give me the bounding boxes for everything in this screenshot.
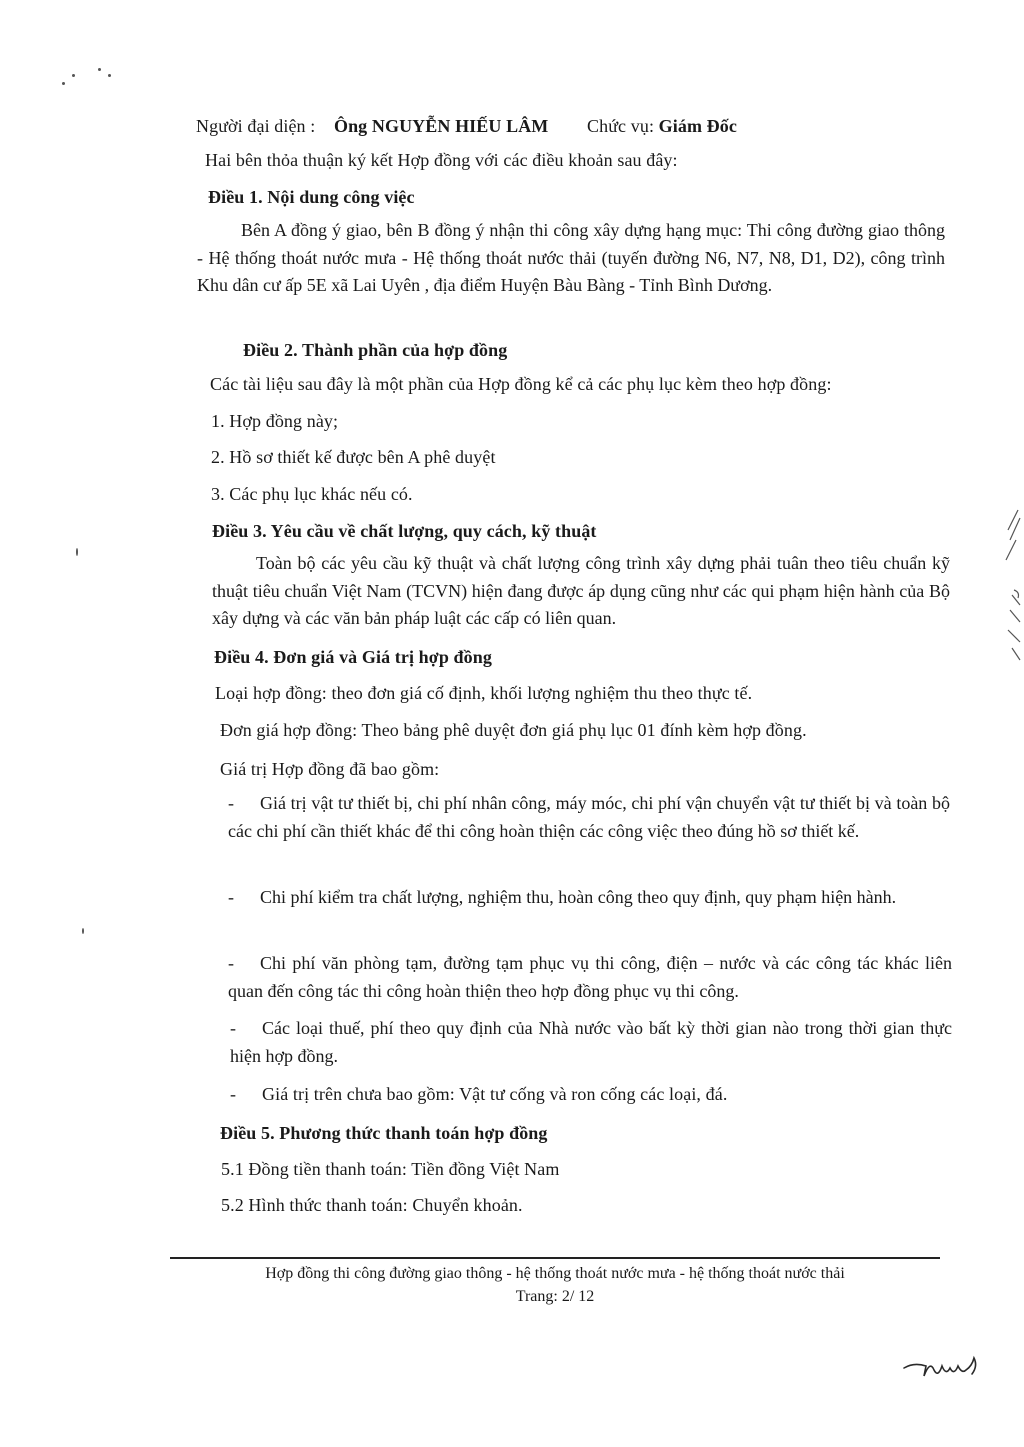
value-bullet-5: - Giá trị trên chưa bao gồm: Vật tư cống và ron cống các loại, đá. [230,1080,727,1108]
scan-speck [82,928,84,934]
contract-type-text: Loại hợp đồng: theo đơn giá cố định, khối lượng nghiệm thu theo thực tế. [215,683,753,703]
article-2-title: Điều 2. Thành phần của hợp đồng [243,340,508,360]
position-label: Chức vụ: [587,116,655,136]
article-5-title: Điều 5. Phương thức thanh toán hợp đồng [220,1123,548,1143]
bullet-dash: - [230,1018,236,1038]
article-2-item-2: 2. Hồ sơ thiết kế được bên A phê duyệt [211,447,496,467]
unit-price-text: Đơn giá hợp đồng: Theo bảng phê duyệt đơn giá phụ lục 01 đính kèm hợp đồng. [220,720,807,740]
bullet-dash: - [228,953,234,973]
value-bullet-2: - Chi phí kiểm tra chất lượng, nghiệm thu, hoàn công theo quy định, quy phạm hiện hành. [228,884,950,912]
article-2-intro: Các tài liệu sau đây là một phần của Hợp đồng kể cả các phụ lục kèm theo hợp đồng: [210,374,832,394]
article-1-body: Bên A đồng ý giao, bên B đồng ý nhận thi công xây dựng hạng mục: Thi công đường giao thông - Hệ thống thoát nước mưa - Hệ thống thoát nước thải (tuyến đường N6, N7, N8, D1, D2), công trình Khu dân cư ấp 5E xã Lai Uyên , địa điểm Huyện Bàu Bàng - Tỉnh Bình Dương. [197,220,945,295]
article-3-title: Điều 3. Yêu cầu về chất lượng, quy cách, kỹ thuật [212,521,597,541]
footer-page-number: Trang: 2/ 12 [515,1288,595,1305]
article-2-item-3: 3. Các phụ lục khác nếu có. [211,484,413,504]
article-5-item-2: 5.2 Hình thức thanh toán: Chuyển khoản. [221,1195,523,1215]
scan-speck [72,74,75,77]
scan-speck [76,548,78,556]
bullet-dash: - [230,1084,237,1104]
footer-divider [170,1257,940,1259]
article-5-item-1: 5.1 Đồng tiền thanh toán: Tiền đồng Việt Nam [221,1159,560,1179]
position-value: Giám Đốc [658,116,737,136]
article-4-title: Điều 4. Đơn giá và Giá trị hợp đồng [214,647,492,667]
article-1-title: Điều 1. Nội dung công việc [208,187,415,207]
bullet-dash: - [228,887,234,907]
value-bullet-3: - Chi phí văn phòng tạm, đường tạm phục vụ thi công, điện – nước và các công tác khác liên quan đến công tác thi công hoàn thiện theo hợp đồng phục vụ thi công. [228,950,952,1005]
value-bullet-1: - Giá trị vật tư thiết bị, chi phí nhân công, máy móc, chi phí vận chuyển vật tư thiết bị và toàn bộ các chi phí cần thiết khác để thi công hoàn thiện các công việc theo đúng hồ sơ thiết kế. [228,790,950,845]
footer-title: Hợp đồng thi công đường giao thông - hệ thống thoát nước mưa - hệ thống thoát nước thải [265,1265,845,1282]
value-intro-text: Giá trị Hợp đồng đã bao gồm: [220,759,440,779]
bullet-dash: - [228,793,234,813]
article-3-body: Toàn bộ các yêu cầu kỹ thuật và chất lượng công trình xây dựng phải tuân theo tiêu chuẩn kỹ thuật tiêu chuẩn Việt Nam (TCVN) hiện đang được áp dụng cũng như các qui phạm hiện hành của Bộ xây dựng và các văn bản pháp luật các cấp có liên quan. [212,553,950,628]
scan-speck [108,74,111,77]
value-bullet-4: - Các loại thuế, phí theo quy định của Nhà nước vào bất kỳ thời gian nào trong thời gian thực hiện hợp đồng. [230,1015,952,1070]
signature-initials [900,1340,990,1390]
representative-name: Ông NGUYỄN HIẾU LÂM [333,116,549,136]
scan-speck [62,82,65,85]
stamp-edge-mark [990,500,1024,670]
article-2-item-1: 1. Hợp đồng này; [211,411,339,431]
representative-label: Người đại diện : [196,116,316,136]
representative-line [196,112,737,140]
intro-text: Hai bên thỏa thuận ký kết Hợp đồng với các điều khoản sau đây: [205,150,678,170]
scan-speck [98,68,101,71]
